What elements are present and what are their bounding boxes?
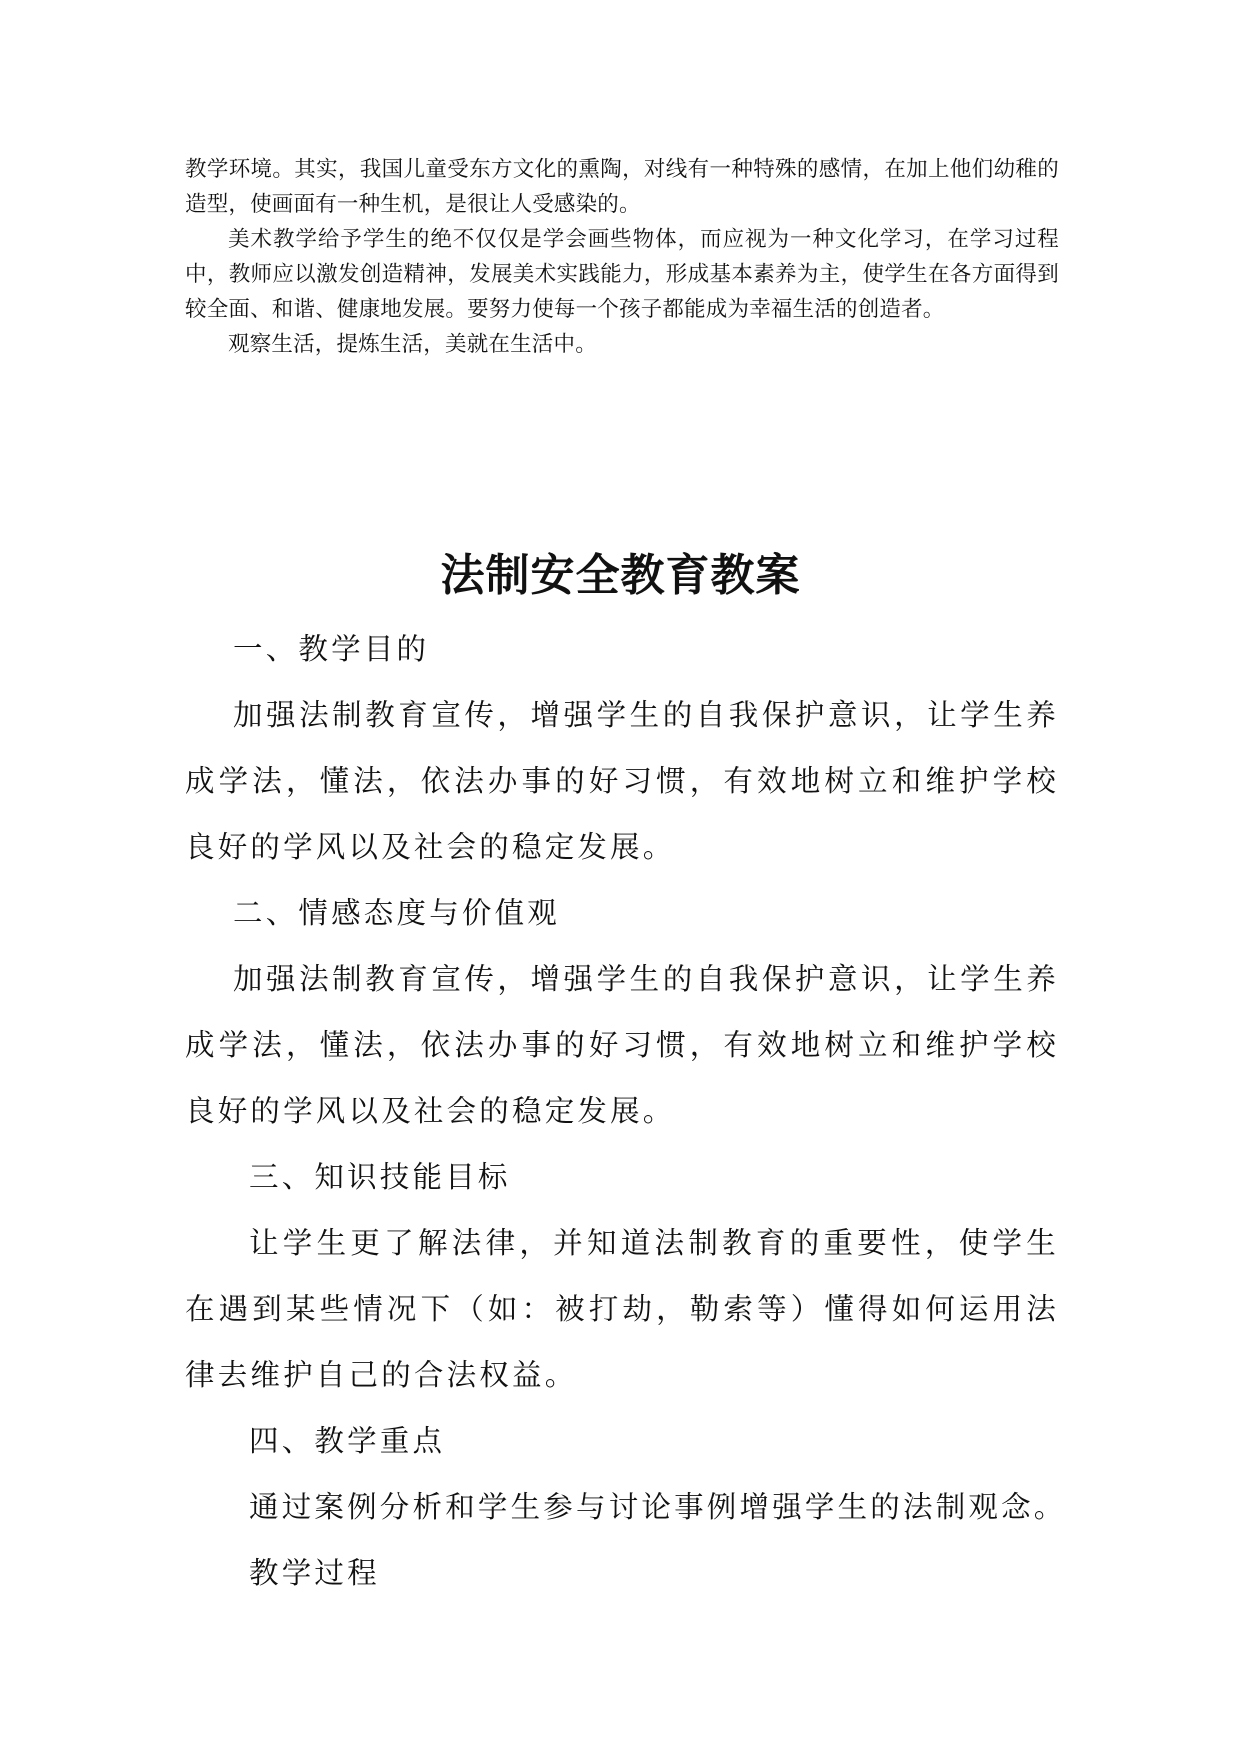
paragraph-art-environment: 教学环境。其实，我国儿童受东方文化的熏陶，对线有一种特殊的感情，在加上他们幼稚的造型，使画面有一种生机，是很让人受感染的。 bbox=[185, 157, 1059, 217]
paragraph-art-teaching: 美术教学给予学生的绝不仅仅是学会画些物体，而应视为一种文化学习，在学习过程中，教师应以激发创造精神，发展美术实践能力，形成基本素养为主，使学生在各方面得到较全面、和谐、健康地发展。要努力使每一个孩子都能成为幸福生活的创造者。 bbox=[185, 227, 1059, 322]
section-body-4: 通过案例分析和学生参与讨论事例增强学生的法制观念。 bbox=[249, 1490, 1067, 1524]
section-body-1: 加强法制教育宣传，增强学生的自我保护意识，让学生养成学法，懂法，依法办事的好习惯，有效地树立和维护学校良好的学风以及社会的稳定发展。 bbox=[185, 698, 1059, 864]
section-heading-4: 四、教学重点 bbox=[249, 1424, 446, 1458]
paragraph-observe-life: 观察生活，提炼生活，美就在生活中。 bbox=[228, 332, 597, 357]
section-heading-5: 教学过程 bbox=[249, 1556, 380, 1590]
section-body-2: 加强法制教育宣传，增强学生的自我保护意识，让学生养成学法，懂法，依法办事的好习惯，有效地树立和维护学校良好的学风以及社会的稳定发展。 bbox=[185, 962, 1059, 1128]
section-body-3: 让学生更了解法律，并知道法制教育的重要性，使学生在遇到某些情况下（如：被打劫，勒索等）懂得如何运用法律去维护自己的合法权益。 bbox=[185, 1226, 1059, 1392]
previous-lesson-text bbox=[185, 152, 1059, 362]
section-heading-3: 三、知识技能目标 bbox=[249, 1160, 511, 1194]
page-title: 法制安全教育教案 bbox=[440, 550, 801, 601]
section-heading-2: 二、情感态度与价值观 bbox=[233, 896, 561, 930]
section-heading-1: 一、教学目的 bbox=[233, 632, 430, 666]
